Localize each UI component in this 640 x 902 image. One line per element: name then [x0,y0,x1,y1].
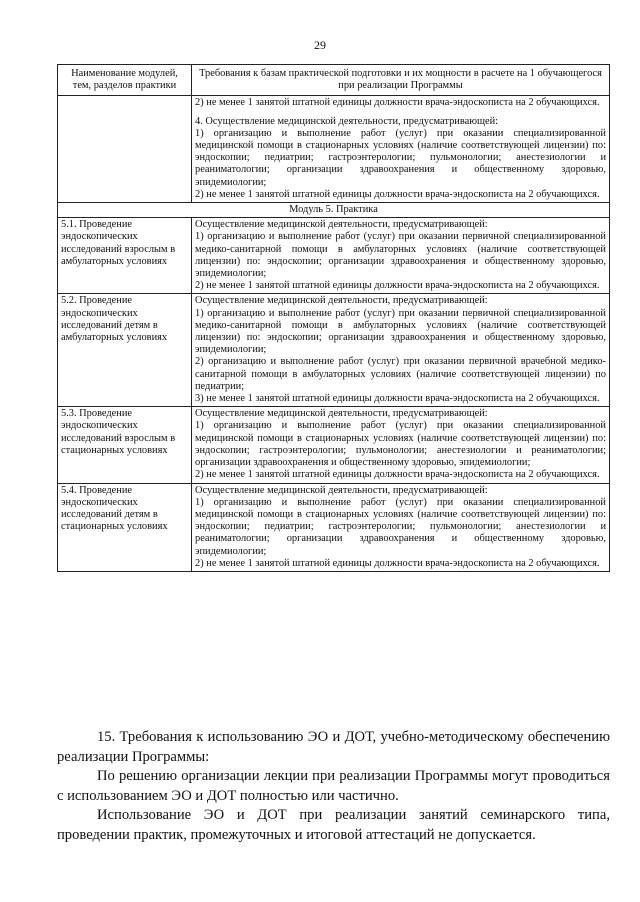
table-row [58,294,610,407]
paragraph: Осуществление медицинской деятельности, предусматривающей: [195,408,488,420]
row-requirements [192,407,610,483]
row-requirements [192,483,610,571]
row-name: 5.4. Проведение эндоскопических исследований детям в стационарных условиях [58,483,192,571]
body-paragraph: Использование ЭО и ДОТ при реализации занятий семинарского типа, проведении практик, промежуточных и итоговой аттестаций не допускается. [57,807,610,843]
table-row [58,218,610,294]
row-name: 5.3. Проведение эндоскопических исследований взрослым в стационарных условиях [58,407,192,483]
paragraph: 1) организацию и выполнение работ (услуг) при оказании специализированной медицинской помощи в стационарных условиях (наличие соответствующей лицензии) по: эндоскопии; гастроэнтерологии; пульмонологии; анестезиологии и реаниматологии; организации здравоохранения и общественному здоровью, эпидемиологии; [195,420,606,469]
paragraph: Осуществление медицинской деятельности, предусматривающей: [195,219,488,231]
paragraph: 2) не менее 1 занятой штатной единицы должности врача-эндоскописта на 2 обучающихся. [195,557,600,569]
paragraph: 4. Осуществление медицинской деятельности, предусматривающей: [195,115,499,127]
paragraph: Осуществление медицинской деятельности, предусматривающей: [195,484,488,496]
header-modules: Наименование модулей, тем, разделов практики [58,65,192,96]
paragraph: 2) не менее 1 занятой штатной единицы должности врача-эндоскописта на 2 обучающихся. [195,97,600,109]
paragraph: 3) не менее 1 занятой штатной единицы должности врача-эндоскописта на 2 обучающихся. [195,393,600,405]
page-number: 29 [314,38,326,52]
body-paragraph: По решению организации лекции при реализации Программы могут проводиться с использованием ЭО и ДОТ полностью или частично. [57,768,610,804]
table-row [58,407,610,483]
paragraph: 2) не менее 1 занятой штатной единицы должности врача-эндоскописта на 2 обучающихся. [195,469,600,481]
section-heading: 15. Требования к использованию ЭО и ДОТ, учебно-методическому обеспечению реализации Программы: [57,729,610,765]
header-requirements: Требования к базам практической подготовки и их мощности в расчете на 1 обучающегося при реализации Программы [192,65,610,96]
requirements-table [57,64,610,572]
paragraph: 1) организацию и выполнение работ (услуг) при оказании первичной специализированной медико-санитарной помощи в амбулаторных условиях (наличие соответствующей лицензии) по: эндоскопии; организации здравоохранения и общественному здоровью, эпидемиологии; [195,231,606,280]
paragraph: 1) организацию и выполнение работ (услуг) при оказании специализированной медицинской помощи в стационарных условиях (наличие соответствующей лицензии) по: эндоскопии; педиатрии; гастроэнтерологии; пульмонологии; анестезиологии и реаниматологии; организации здравоохранения и общественному здоровью, эпидемиологии; [195,127,606,188]
paragraph: Осуществление медицинской деятельности, предусматривающей: [195,295,488,307]
cell-empty [58,96,192,203]
paragraph: 1) организацию и выполнение работ (услуг) при оказании первичной специализированной медико-санитарной помощи в амбулаторных условиях (наличие соответствующей лицензии) по: эндоскопии; организации здравоохранения и общественному здоровью, эпидемиологии; [195,307,606,356]
table-row-continuation [58,96,610,203]
row-name: 5.2. Проведение эндоскопических исследований детям в амбулаторных условиях [58,294,192,407]
row-requirements [192,294,610,407]
paragraph: 2) не менее 1 занятой штатной единицы должности врача-эндоскописта на 2 обучающихся. [195,280,600,292]
paragraph: 2) не менее 1 занятой штатной единицы должности врача-эндоскописта на 2 обучающихся. [195,188,600,200]
paragraph: 1) организацию и выполнение работ (услуг) при оказании специализированной медицинской помощи в стационарных условиях (наличие соответствующей лицензии) по: эндоскопии; педиатрии; гастроэнтерологии; пульмонологии; анестезиологии и реаниматологии; организации здравоохранения и общественному здоровью, эпидемиологии; [195,496,606,557]
cell-continuation [192,96,610,203]
row-name: 5.1. Проведение эндоскопических исследований взрослым в амбулаторных условиях [58,218,192,294]
row-requirements [192,218,610,294]
body-text [57,728,610,845]
paragraph: 2) организацию и выполнение работ (услуг) при оказании первичной врачебной медико-санитарной помощи в амбулаторных условиях (наличие соответствующей лицензии) по педиатрии; [195,356,606,392]
module-row [58,203,610,218]
module-title: Модуль 5. Практика [58,203,610,218]
table-row [58,483,610,571]
table-header-row [58,65,610,96]
